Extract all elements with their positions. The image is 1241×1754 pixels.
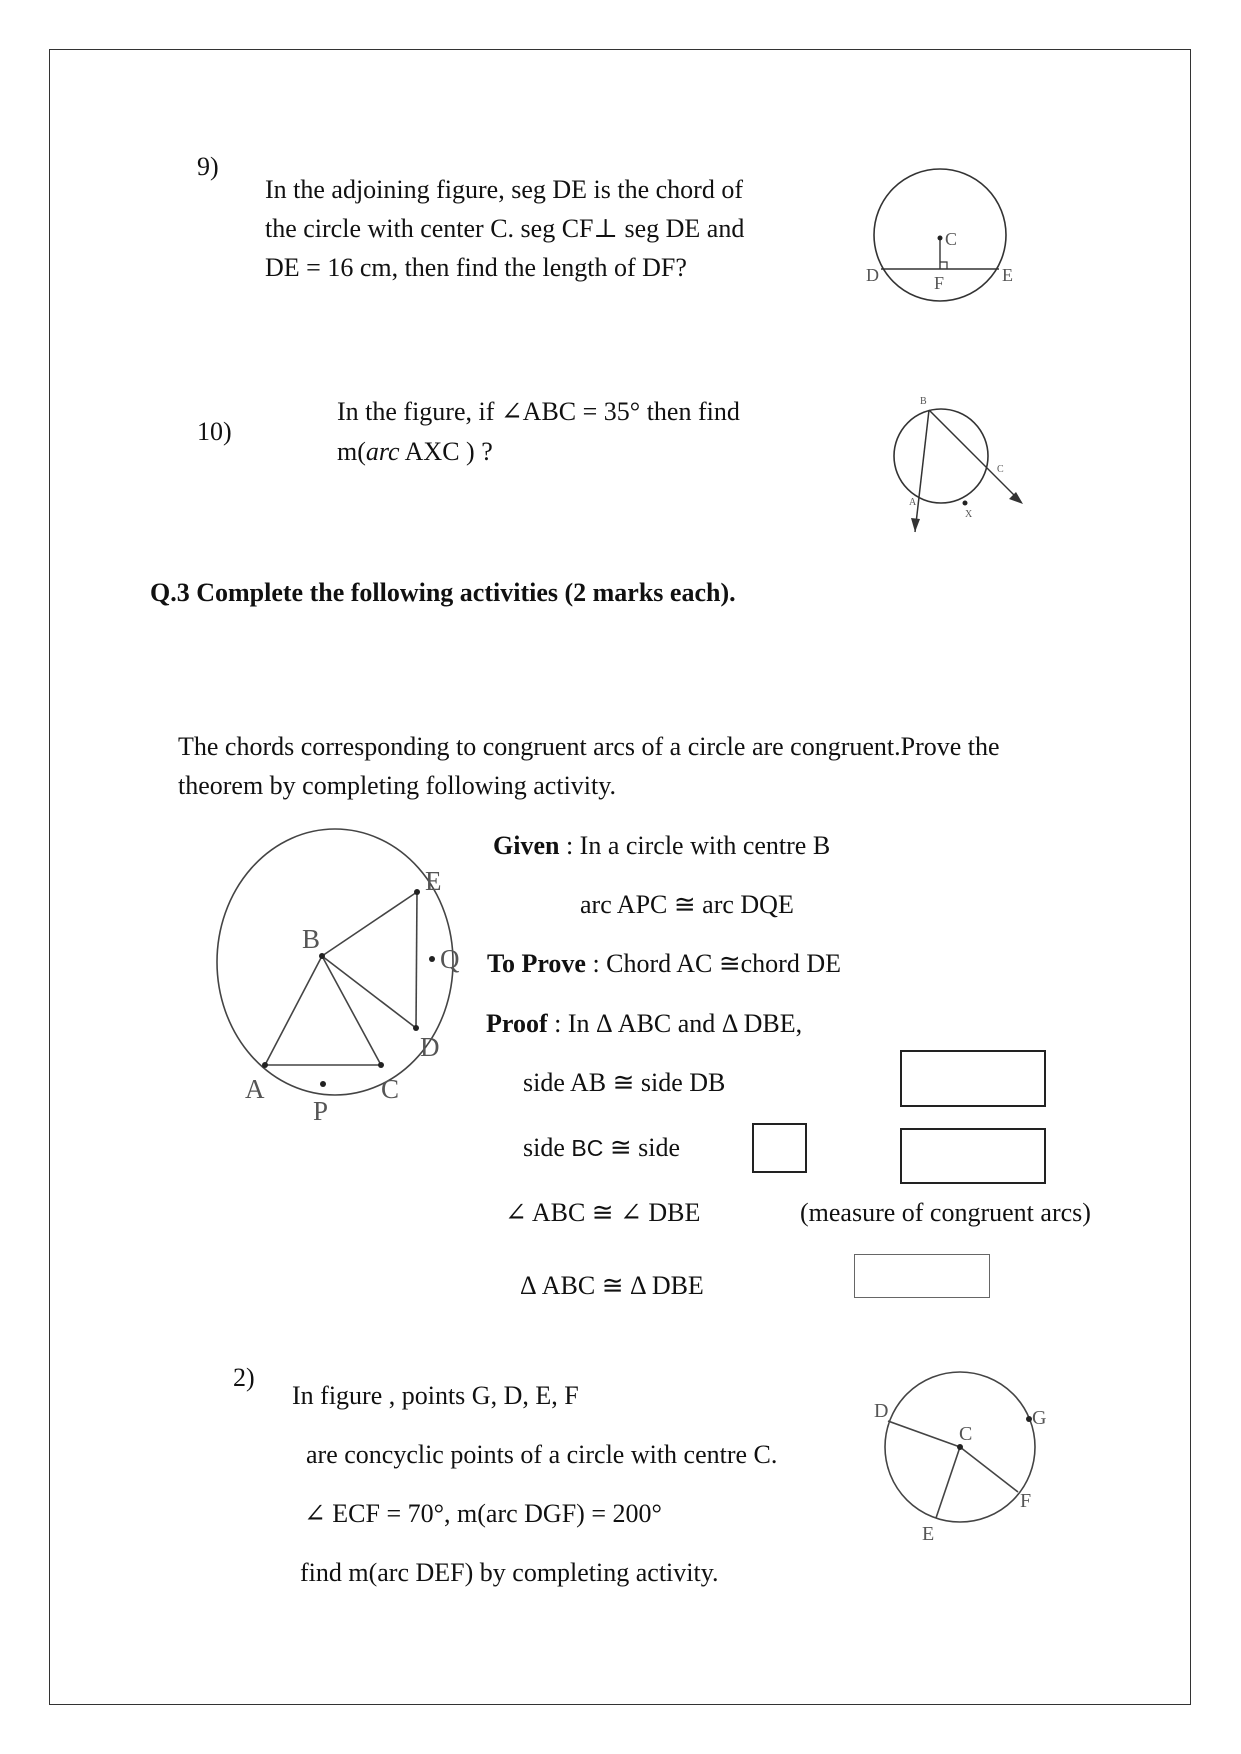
point-d (413, 1025, 419, 1031)
theorem-label-d: D (420, 1032, 440, 1062)
q9-line-1: In the adjoining figure, seg DE is the chord of (265, 175, 743, 204)
arcs-congruent-line: arc APC ≅ arc DQE (580, 890, 794, 919)
given-text: : In a circle with centre B (559, 831, 831, 860)
q10-label-a: A (909, 497, 917, 508)
answer-box-side-bc-reason[interactable] (900, 1128, 1046, 1184)
q9-center-dot (938, 236, 943, 241)
q10-label-x: X (965, 509, 973, 520)
segment-be (322, 892, 417, 956)
q2-label-c: C (959, 1423, 973, 1445)
q10-circle (894, 409, 988, 503)
q2-label-f: F (1020, 1490, 1032, 1512)
answer-box-congruence-test[interactable] (854, 1254, 990, 1298)
q9-label-c: C (945, 229, 958, 249)
q10-label-c: C (997, 464, 1004, 475)
angle-reason: (measure of congruent arcs) (800, 1198, 1091, 1227)
q9-label-e: E (1002, 265, 1013, 285)
segment-bc (322, 956, 381, 1065)
segment-bd (322, 956, 416, 1028)
answer-box-side-name[interactable] (752, 1123, 807, 1173)
theorem-label-q: Q (440, 944, 460, 974)
to-prove-line (487, 944, 841, 983)
side-bc-part-3: ≅ side (603, 1133, 681, 1162)
q2-number: 2) (233, 1363, 255, 1392)
q10-arrowhead-c (1009, 492, 1023, 504)
q2-radius-cf (960, 1447, 1018, 1492)
point-e (414, 889, 420, 895)
q2-line-2: are concyclic points of a circle with centre C. (306, 1440, 778, 1469)
side-bc-part-1: side (523, 1133, 572, 1162)
q9-right-angle-mark (940, 262, 947, 269)
q10-circle-figure (885, 392, 1035, 532)
q9-circle-figure (860, 165, 1020, 315)
theorem-label-e: E (425, 866, 442, 896)
q2-line-1: In figure , points G, D, E, F (292, 1381, 579, 1410)
q2-label-e: E (922, 1523, 935, 1545)
q9-label-f: F (934, 273, 945, 293)
point-c (378, 1062, 384, 1068)
q3-heading: Q.3 Complete the following activities (2 marks each). (150, 578, 736, 607)
given-line (493, 826, 830, 865)
q2-line-3: ∠ ECF = 70°, m(arc DGF) = 200° (304, 1499, 662, 1528)
q10-line-2-arc: arc (365, 437, 400, 466)
q2-label-g: G (1032, 1407, 1047, 1429)
side-bc-line (523, 1128, 680, 1168)
q10-arrowhead-a (911, 518, 920, 532)
proof-label: Proof (486, 1009, 548, 1038)
theorem-label-p: P (313, 1096, 329, 1126)
q3-intro-line-1: The chords corresponding to congruent arcs of a circle are congruent.Prove the (178, 732, 1000, 761)
to-prove-label: To Prove (487, 949, 586, 978)
theorem-circle (217, 829, 453, 1095)
q10-line-ba (915, 410, 929, 532)
q9-label-d: D (866, 265, 879, 285)
q10-number: 10) (197, 417, 232, 446)
to-prove-text: : Chord AC ≅chord DE (585, 949, 842, 978)
angle-line: ∠ ABC ≅ ∠ DBE (505, 1198, 701, 1227)
proof-text: : In Δ ABC and Δ DBE, (547, 1009, 803, 1038)
point-a (262, 1062, 268, 1068)
triangle-congruence-line: Δ ABC ≅ Δ DBE (520, 1271, 704, 1300)
q10-label-b: B (920, 396, 927, 407)
q2-line-4: find m(arc DEF) by completing activity. (300, 1558, 719, 1587)
side-bc-part-2: BC (571, 1135, 604, 1161)
q10-line-2-pre: m( (337, 437, 366, 466)
point-q (429, 956, 435, 962)
given-label: Given (493, 831, 560, 860)
q9-line-2: the circle with center C. seg CF⊥ seg DE and (265, 214, 745, 243)
answer-box-side-ab-reason[interactable] (900, 1050, 1046, 1107)
q3-intro-line-2: theorem by completing following activity. (178, 771, 617, 800)
q2-radius-ce (936, 1447, 960, 1518)
q2-radius-cd (888, 1421, 960, 1447)
theorem-label-b: B (302, 924, 321, 954)
q9-line-3: DE = 16 cm, then find the length of DF? (265, 253, 687, 282)
point-p (320, 1081, 326, 1087)
theorem-circle-figure (205, 825, 480, 1125)
segment-ba (265, 956, 322, 1065)
q10-line-1: In the figure, if ∠ABC = 35° then find (337, 397, 740, 426)
q2-label-d: D (874, 1400, 889, 1422)
theorem-label-a: A (245, 1074, 265, 1104)
q2-circle-figure (870, 1365, 1060, 1545)
segment-ed (416, 892, 417, 1028)
theorem-label-c: C (381, 1074, 400, 1104)
q10-line-2-post: AXC ) ? (399, 437, 493, 466)
q9-number: 9) (197, 152, 219, 181)
q10-line-2 (337, 432, 493, 471)
q10-point-x (963, 501, 968, 506)
proof-line (486, 1004, 802, 1043)
side-ab-line: side AB ≅ side DB (523, 1068, 726, 1097)
